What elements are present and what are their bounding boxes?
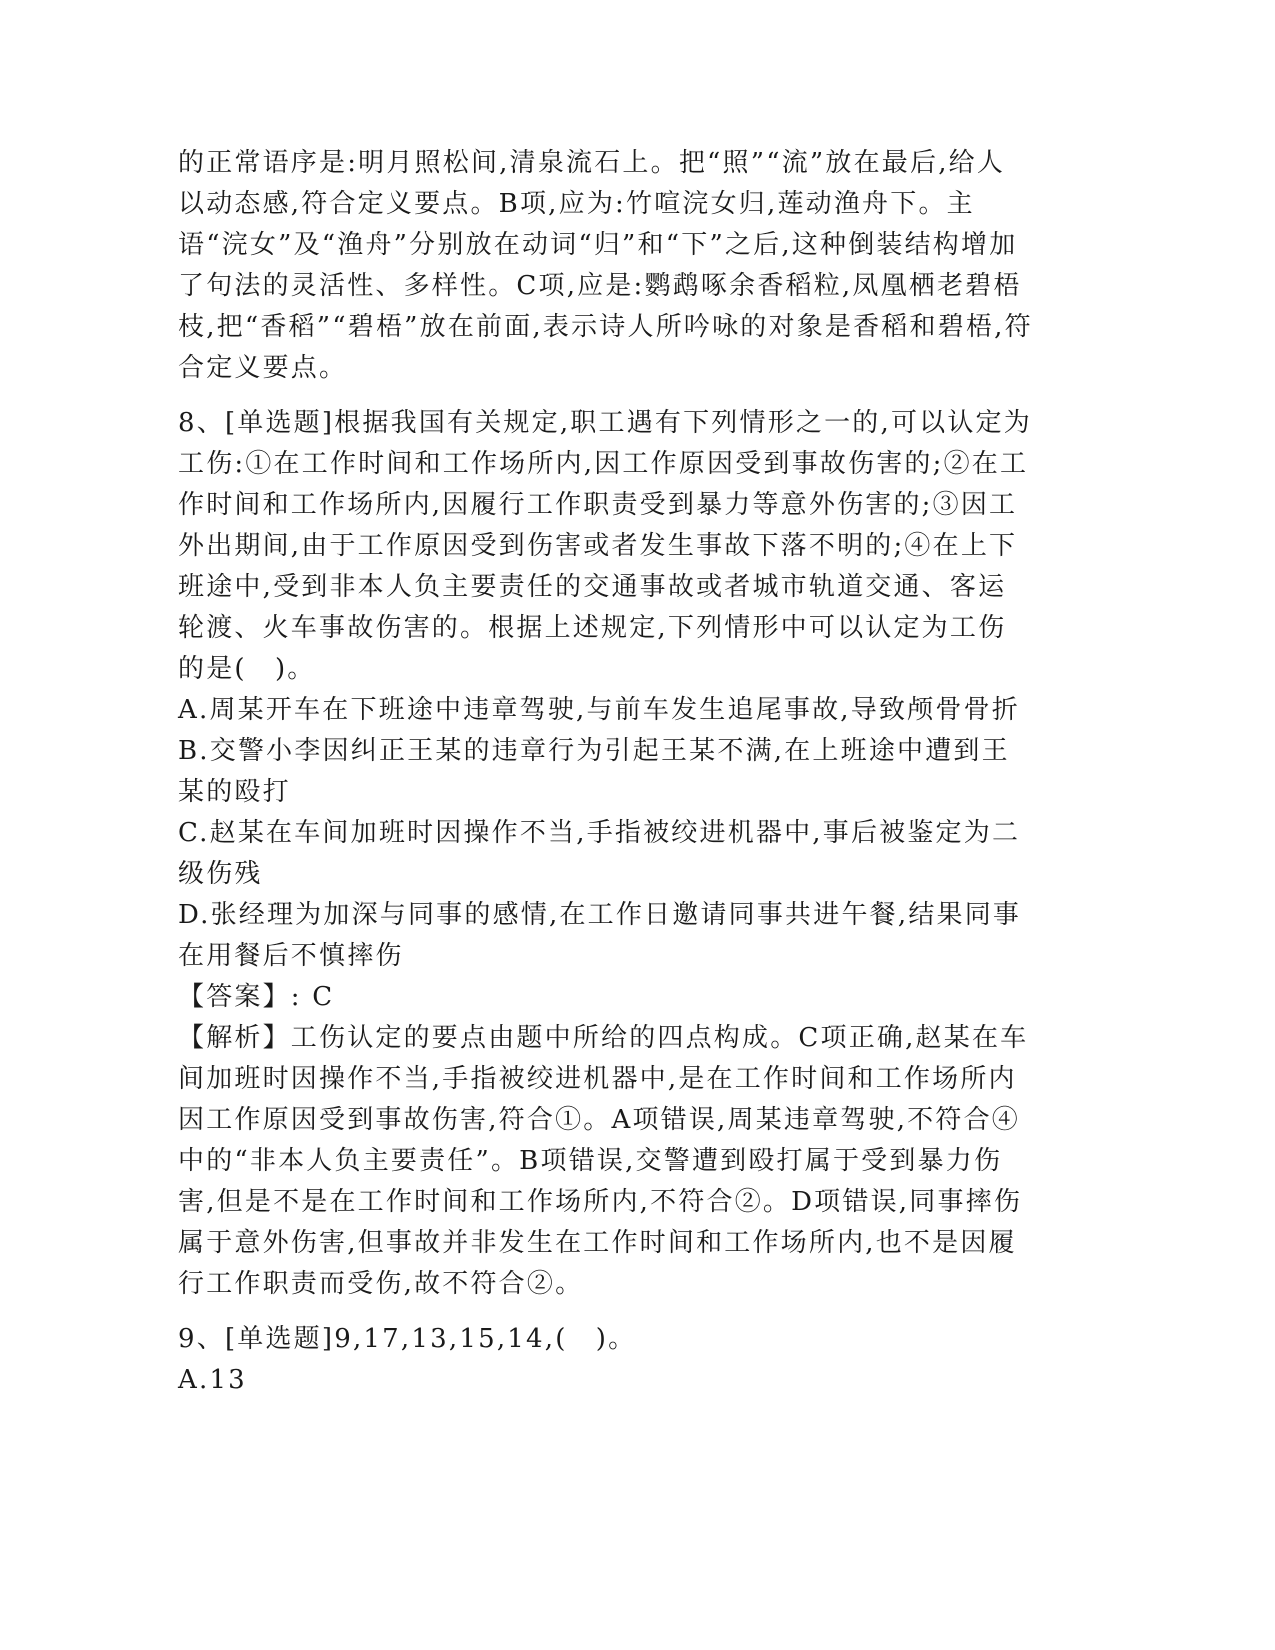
question-9-option-a: A.13 <box>178 1365 247 1395</box>
question-8-stem: 8、[单选题]根据我国有关规定,职工遇有下列情形之一的,可以认定为工伤:①在工作时间和工作场所内,因工作原因受到事故伤害的;②在工作时间和工作场所内,因履行工作职责受到暴力等意外伤害的;③因工外出期间,由于工作原因受到伤害或者发生事故下落不明的;④在上下班途中,受到非本人负主要责任的交通事故或者城市轨道交通、客运轮渡、火车事故伤害的。根据上述规定,下列情形中可以认定为工伤的是( )。 <box>178 408 1032 684</box>
paragraph-gap <box>178 389 1033 403</box>
question-8-answer: 【答案】: C <box>178 982 335 1012</box>
question-9-stem: 9、[单选题]9,17,13,15,14,( )。 <box>178 1324 637 1354</box>
document-page <box>178 143 1033 1401</box>
question-8-option-c: C.赵某在车间加班时因操作不当,手指被绞进机器中,事后被鉴定为二级伤残 <box>178 818 1021 889</box>
previous-question-explanation: 的正常语序是:明月照松间,清泉流石上。把“照”“流”放在最后,给人以动态感,符合定义要点。B项,应为:竹喧浣女归,莲动渔舟下。主语“浣女”及“渔舟”分别放在动词“归”和“下”之后,这种倒装结构增加了句法的灵活性、多样性。C项,应是:鹦鹉啄余香稻粒,凤凰栖老碧梧枝,把“香稻”“碧梧”放在前面,表示诗人所吟咏的对象是香稻和碧梧,符合定义要点。 <box>178 148 1033 383</box>
question-8-option-a: A.周某开车在下班途中违章驾驶,与前车发生追尾事故,导致颅骨骨折 <box>178 695 1020 725</box>
question-8-option-d: D.张经理为加深与同事的感情,在工作日邀请同事共进午餐,结果同事在用餐后不慎摔伤 <box>178 900 1022 971</box>
question-8-analysis: 【解析】工伤认定的要点由题中所给的四点构成。C项正确,赵某在车间加班时因操作不当,手指被绞进机器中,是在工作时间和工作场所内因工作原因受到事故伤害,符合①。A项错误,周某违章驾驶,不符合④中的“非本人负主要责任”。B项错误,交警遭到殴打属于受到暴力伤害,但是不是在工作时间和工作场所内,不符合②。D项错误,同事摔伤属于意外伤害,但事故并非发生在工作时间和工作场所内,也不是因履行工作职责而受伤,故不符合②。 <box>178 1023 1029 1299</box>
question-8-option-b: B.交警小李因纠正王某的违章行为引起王某不满,在上班途中遭到王某的殴打 <box>178 736 1010 807</box>
paragraph-gap <box>178 1305 1033 1319</box>
